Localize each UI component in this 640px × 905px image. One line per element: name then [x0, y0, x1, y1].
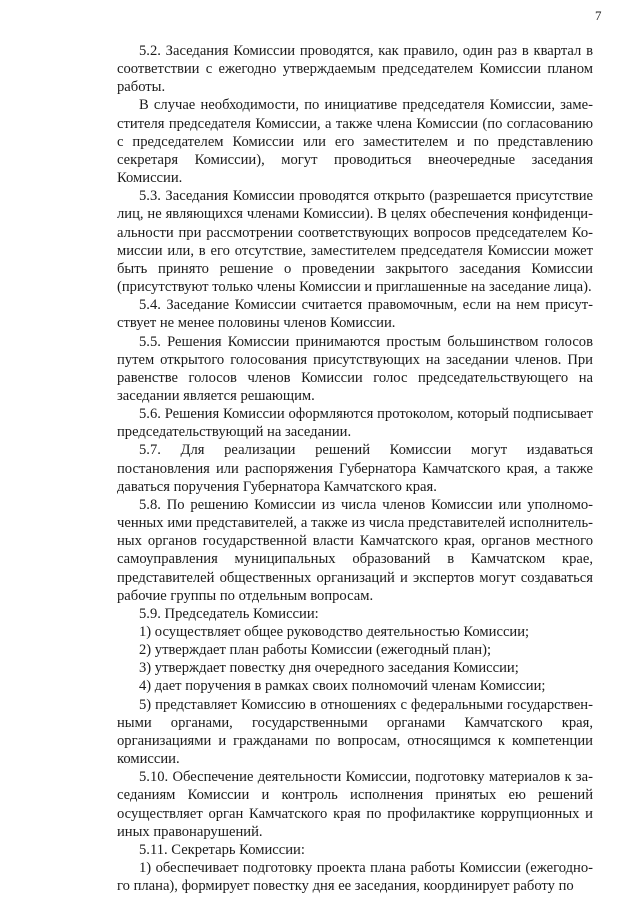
list-item-chairman-2: 2) утверждает план работы Комиссии (ежегодный план); [139, 642, 492, 659]
paragraph-5-2: 5.2. Заседания Комиссии проводятся, как правило, один раз в квартал в соответствии с ежегодно утверждаемым председателем Комиссии планом работы. [117, 43, 593, 96]
list-item-chairman-1: 1) осуществляет общее руководство деятельностью Комиссии; [139, 624, 530, 640]
document-body [117, 42, 593, 895]
paragraph-5-9: 5.9. Председатель Комиссии: [139, 605, 319, 622]
paragraph-5-8: 5.8. По решению Комиссии из числа членов Комиссии или уполномоченных ими представителей, а также из числа представителей исполнительных органов государственной власти Камчатского края, органов местного самоуправления муниципальных образований в Камчатском крае, представителей общественных организаций и экспертов могут создаваться рабочие группы по отдельным вопросам. [117, 496, 593, 604]
paragraph-extraordinary-meetings: В случае необходимости, по инициативе председателя Комиссии, заместителя председателя Комиссии, а также члена Комиссии (по согласованию с председателем Комиссии или его заместителем и по представлению секретаря Комиссии), могут проводиться внеочередные заседания Комиссии. [117, 97, 593, 187]
paragraph-5-7: 5.7. Для реализации решений Комиссии могут издаваться постановления или распоряжения Губернатора Камчатского края, а также даваться поручения Губернатора Камчатского края. [117, 442, 593, 495]
paragraph-5-6: 5.6. Решения Комиссии оформляются протоколом, который подписывает председательствующий на заседании. [117, 406, 593, 441]
paragraph-5-10: 5.10. Обеспечение деятельности Комиссии, подготовку материалов к заседаниям Комиссии и контроль исполнения принятых ею решений осуществляет орган Камчатского края по профилактике коррупционных и иных правонарушений. [117, 769, 593, 840]
list-item-chairman-3: 3) утверждает повестку дня очередного заседания Комиссии; [139, 660, 519, 677]
list-item-chairman-4: 4) дает поручения в рамках своих полномочий членам Комиссии; [139, 678, 546, 695]
page-number: 7 [595, 8, 602, 23]
paragraph-5-4: 5.4. Заседание Комиссии считается правомочным, если на нем присутствует не менее половины членов Комиссии. [117, 297, 593, 332]
paragraph-5-5: 5.5. Решения Комиссии принимаются простым большинством голосов путем открытого голосования присутствующих на заседании членов. При равенстве голосов членов Комиссии голос председательствующего на заседании является решающим. [117, 333, 593, 404]
paragraph-5-3: 5.3. Заседания Комиссии проводятся открыто (разрешается присутствие лиц, не являющихся членами Комиссии). В целях обеспечения конфиденциальности при рассмотрении соответствующих вопросов председателем Комиссии или, в его отсутствие, заместителем председателя Комиссии может быть принято решение о проведении закрытого заседания Комиссии (присутствуют только члены Комиссии и приглашенные на заседание лица). [117, 188, 593, 296]
list-item-chairman-5: 5) представляет Комиссию в отношениях с федеральными государственными органами, государственными органами Камчатского края, организациями и гражданами по вопросам, относящимся к компетенции комиссии. [117, 696, 593, 768]
paragraph-5-11: 5.11. Секретарь Комиссии: [139, 841, 305, 858]
list-item-secretary-1: 1) обеспечивает подготовку проекта плана работы Комиссии (ежегодного плана), формирует повестку дня ее заседания, координирует работу по [117, 860, 593, 895]
